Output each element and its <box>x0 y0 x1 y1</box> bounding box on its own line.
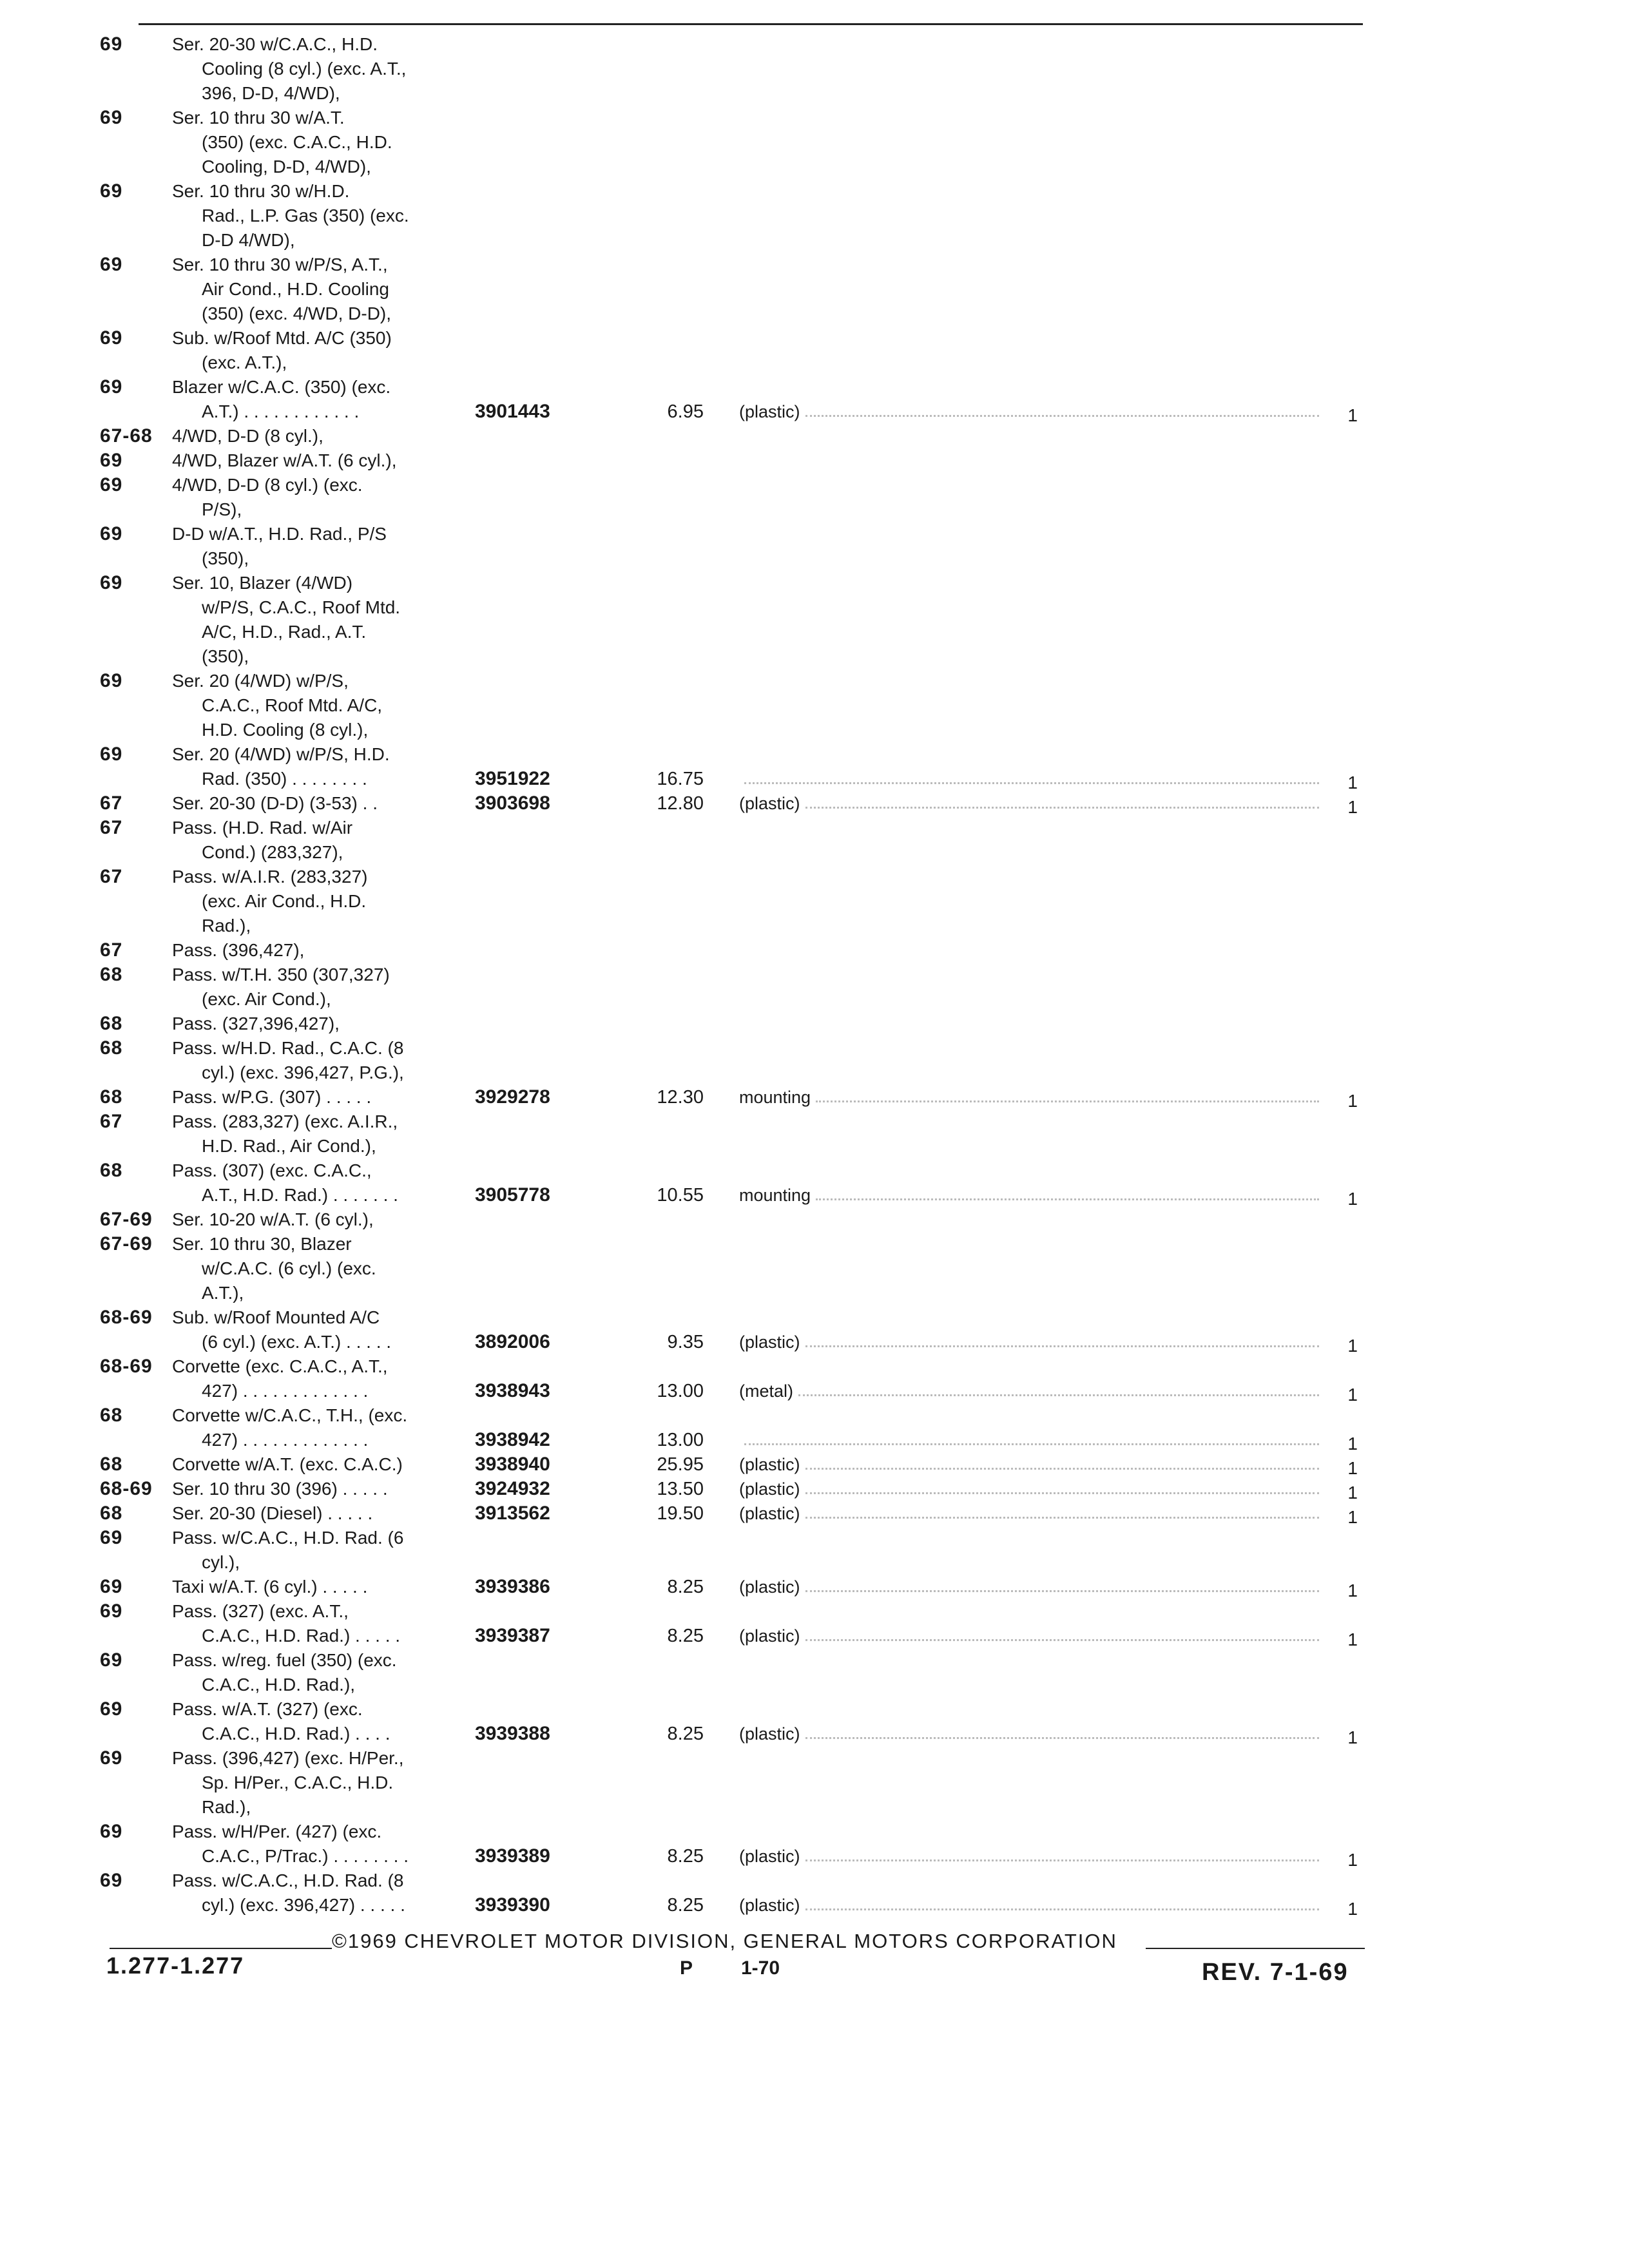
part-note <box>704 399 1319 424</box>
application-description <box>172 1477 475 1501</box>
part-note <box>704 1624 1319 1648</box>
quantity: 1 <box>1347 1458 1358 1478</box>
catalog-entry <box>100 1452 1402 1477</box>
model-year: 69 <box>100 34 123 55</box>
catalog-entry <box>100 669 1402 742</box>
dot-leader <box>816 1085 1319 1102</box>
quantity: 1 <box>1347 1850 1358 1870</box>
description-line: Pass. w/H.D. Rad., C.A.C. (8 <box>172 1038 404 1058</box>
description-line: Rad.), <box>202 1797 251 1817</box>
list-price: 13.00 <box>657 1430 704 1450</box>
list-price: 8.25 <box>667 1724 704 1744</box>
description-line: C.A.C., P/Trac.) . . . . . . . . <box>202 1846 409 1866</box>
model-year: 69 <box>100 523 123 544</box>
model-year: 68 <box>100 1454 123 1475</box>
dot-leader <box>805 1624 1319 1641</box>
part-note-text: (plastic) <box>739 794 800 813</box>
description-line: D-D w/A.T., H.D. Rad., P/S <box>172 524 387 544</box>
description-line: Corvette w/C.A.C., T.H., (exc. <box>172 1405 408 1425</box>
description-line: A.T., H.D. Rad.) . . . . . . . <box>202 1185 398 1205</box>
description-line: Ser. 10, Blazer (4/WD) <box>172 573 353 593</box>
description-line: Cond.) (283,327), <box>202 842 343 862</box>
application-description <box>172 571 475 669</box>
description-line: w/P/S, C.A.C., Roof Mtd. <box>202 597 401 617</box>
application-description <box>172 742 475 791</box>
part-note-text: (plastic) <box>739 1577 800 1597</box>
model-year: 68 <box>100 1503 123 1524</box>
list-price: 6.95 <box>667 401 704 422</box>
catalog-entry <box>100 865 1402 938</box>
list-price: 12.30 <box>657 1087 704 1108</box>
description-line: C.A.C., H.D. Rad.) . . . . <box>202 1724 390 1744</box>
model-year: 67 <box>100 939 123 961</box>
application-description <box>172 1526 475 1575</box>
catalog-entry <box>100 963 1402 1012</box>
part-note <box>704 1452 1319 1477</box>
part-note <box>704 1477 1319 1501</box>
catalog-entry <box>100 1648 1402 1697</box>
application-description <box>172 326 475 375</box>
application-description <box>172 1354 475 1403</box>
dot-leader <box>805 1575 1319 1592</box>
catalog-entry <box>100 1036 1402 1085</box>
part-number: 3892006 <box>475 1331 550 1352</box>
quantity: 1 <box>1347 1629 1358 1649</box>
dot-leader <box>805 1452 1319 1470</box>
quantity: 1 <box>1347 1507 1358 1527</box>
description-line: Ser. 20-30 (D-D) (3-53) . . <box>172 793 378 813</box>
part-note-text: (plastic) <box>739 1479 800 1499</box>
catalog-entry <box>100 1110 1402 1158</box>
part-number: 3905778 <box>475 1184 550 1206</box>
application-description <box>172 1158 475 1207</box>
list-price: 9.35 <box>667 1332 704 1352</box>
application-description <box>172 669 475 742</box>
catalog-entry <box>100 1697 1402 1746</box>
application-description <box>172 1575 475 1599</box>
part-note <box>704 1501 1319 1526</box>
application-description <box>172 522 475 571</box>
dot-leader <box>798 1379 1319 1396</box>
catalog-entry <box>100 448 1402 473</box>
application-description <box>172 32 475 106</box>
list-price: 8.25 <box>667 1846 704 1867</box>
quantity: 1 <box>1347 405 1358 425</box>
quantity: 1 <box>1347 797 1358 817</box>
application-description <box>172 1110 475 1158</box>
description-line: Pass. (283,327) (exc. A.I.R., <box>172 1111 398 1131</box>
catalog-entry <box>100 1820 1402 1869</box>
catalog-entry <box>100 1207 1402 1232</box>
catalog-entry <box>100 522 1402 571</box>
catalog-entry <box>100 1526 1402 1575</box>
description-line: Pass. w/P.G. (307) . . . . . <box>172 1087 372 1107</box>
catalog-entry <box>100 473 1402 522</box>
quantity: 1 <box>1347 1899 1358 1919</box>
dot-leader <box>805 399 1319 417</box>
dot-leader <box>805 791 1319 809</box>
description-line: Corvette (exc. C.A.C., A.T., <box>172 1356 388 1376</box>
part-number: 3924932 <box>475 1478 550 1499</box>
model-year: 67-69 <box>100 1209 153 1230</box>
description-line: Ser. 20 (4/WD) w/P/S, <box>172 671 349 691</box>
model-year: 69 <box>100 1576 123 1597</box>
copyright-line: ©1969 CHEVROLET MOTOR DIVISION, GENERAL MOTORS CORPORATION <box>332 1930 1117 1952</box>
model-year: 69 <box>100 327 123 349</box>
model-year: 69 <box>100 670 123 691</box>
description-line: (350), <box>202 646 249 666</box>
application-description <box>172 1085 475 1110</box>
part-note <box>704 791 1319 816</box>
catalog-entry <box>100 1746 1402 1820</box>
model-year: 69 <box>100 572 123 593</box>
catalog-entry <box>100 938 1402 963</box>
list-price: 25.95 <box>657 1454 704 1475</box>
application-description <box>172 1501 475 1526</box>
description-line: 427) . . . . . . . . . . . . . <box>202 1430 369 1450</box>
description-line: C.A.C., Roof Mtd. A/C, <box>202 695 383 715</box>
quantity: 1 <box>1347 1385 1358 1405</box>
part-note <box>704 1443 1319 1452</box>
description-line: Pass. w/A.T. (327) (exc. <box>172 1699 363 1719</box>
model-year: 68 <box>100 1013 123 1034</box>
part-note-text: (plastic) <box>739 1896 800 1915</box>
model-year: 68 <box>100 964 123 985</box>
description-line: H.D. Cooling (8 cyl.), <box>202 720 369 740</box>
part-note-text: mounting <box>739 1088 811 1107</box>
description-line: Pass. w/reg. fuel (350) (exc. <box>172 1650 397 1670</box>
dot-leader <box>805 1722 1319 1739</box>
part-note <box>704 1844 1319 1869</box>
description-line: (350) (exc. 4/WD, D-D), <box>202 303 392 323</box>
part-note-text: (plastic) <box>739 1724 800 1744</box>
catalog-entry <box>100 1575 1402 1599</box>
catalog-entry <box>100 424 1402 448</box>
description-line: (6 cyl.) (exc. A.T.) . . . . . <box>202 1332 392 1352</box>
application-description <box>172 1820 475 1869</box>
application-description <box>172 1648 475 1697</box>
description-line: 4/WD, D-D (8 cyl.) (exc. <box>172 475 363 495</box>
part-note <box>704 1183 1319 1207</box>
description-line: cyl.), <box>202 1552 240 1572</box>
application-description <box>172 1403 475 1452</box>
description-line: (exc. A.T.), <box>202 352 287 372</box>
catalog-entry <box>100 326 1402 375</box>
application-description <box>172 473 475 522</box>
part-number: 3939390 <box>475 1894 550 1916</box>
application-description <box>172 1232 475 1305</box>
footer-rule-left <box>110 1948 332 1949</box>
application-description <box>172 375 475 424</box>
application-description <box>172 106 475 179</box>
part-note <box>704 782 1319 791</box>
application-description <box>172 424 475 448</box>
description-line: 427) . . . . . . . . . . . . . <box>202 1381 369 1401</box>
model-year: 67 <box>100 866 123 887</box>
model-year: 69 <box>100 1527 123 1548</box>
model-year: 68-69 <box>100 1478 153 1499</box>
part-number: 3939389 <box>475 1845 550 1867</box>
description-line: (350) (exc. C.A.C., H.D. <box>202 132 392 152</box>
catalog-entry <box>100 1158 1402 1207</box>
description-line: Blazer w/C.A.C. (350) (exc. <box>172 377 391 397</box>
footer-rule-right <box>1146 1948 1365 1949</box>
description-line: Ser. 20-30 w/C.A.C., H.D. <box>172 34 378 54</box>
model-year: 68 <box>100 1160 123 1181</box>
description-line: A.T.) . . . . . . . . . . . . <box>202 401 360 421</box>
group-code: 1.277-1.277 <box>106 1952 245 1979</box>
application-description <box>172 1697 475 1746</box>
part-note-text: (plastic) <box>739 1455 800 1474</box>
part-number: 3938942 <box>475 1429 550 1450</box>
catalog-entry <box>100 1869 1402 1917</box>
quantity: 1 <box>1347 1336 1358 1356</box>
model-year: 69 <box>100 474 123 495</box>
top-rule <box>139 23 1363 25</box>
list-price: 13.00 <box>657 1381 704 1401</box>
description-line: Cooling, D-D, 4/WD), <box>202 157 371 177</box>
description-line: Pass. (396,427), <box>172 940 305 960</box>
description-line: Ser. 10-20 w/A.T. (6 cyl.), <box>172 1209 374 1229</box>
part-number: 3929278 <box>475 1086 550 1108</box>
model-year: 69 <box>100 107 123 128</box>
description-line: cyl.) (exc. 396,427, P.G.), <box>202 1062 404 1082</box>
dot-leader <box>816 1183 1319 1200</box>
part-number: 3901443 <box>475 401 550 422</box>
part-number: 3938943 <box>475 1380 550 1401</box>
list-price: 19.50 <box>657 1503 704 1524</box>
application-description <box>172 1599 475 1648</box>
catalog-entry <box>100 816 1402 865</box>
list-price: 16.75 <box>657 769 704 789</box>
quantity: 1 <box>1347 1727 1358 1747</box>
description-line: Pass. (396,427) (exc. H/Per., <box>172 1748 404 1768</box>
part-note <box>704 1575 1319 1599</box>
parts-catalog-list <box>100 32 1402 1917</box>
description-line: Pass. (H.D. Rad. w/Air <box>172 818 353 838</box>
description-line: (350), <box>202 548 249 568</box>
description-line: Sub. w/Roof Mtd. A/C (350) <box>172 328 392 348</box>
description-line: Ser. 20-30 (Diesel) . . . . . <box>172 1503 373 1523</box>
application-description <box>172 179 475 253</box>
description-line: Sp. H/Per., C.A.C., H.D. <box>202 1773 394 1792</box>
description-line: Rad.), <box>202 916 251 936</box>
part-number: 3939388 <box>475 1723 550 1744</box>
application-description <box>172 253 475 326</box>
description-line: Pass. w/T.H. 350 (307,327) <box>172 965 390 985</box>
model-year: 67 <box>100 1111 123 1132</box>
application-description <box>172 1036 475 1085</box>
description-line: (exc. Air Cond.), <box>202 989 331 1009</box>
model-year: 69 <box>100 254 123 275</box>
list-price: 8.25 <box>667 1626 704 1646</box>
model-year: 67 <box>100 817 123 838</box>
description-line: Pass. w/C.A.C., H.D. Rad. (8 <box>172 1870 404 1890</box>
model-year: 67-69 <box>100 1233 153 1254</box>
description-line: Air Cond., H.D. Cooling <box>202 279 390 299</box>
list-price: 12.80 <box>657 793 704 814</box>
model-year: 68 <box>100 1037 123 1059</box>
description-line: Cooling (8 cyl.) (exc. A.T., <box>202 59 407 79</box>
dot-leader <box>805 1501 1319 1519</box>
part-note-text: (plastic) <box>739 1504 800 1523</box>
description-line: Ser. 10 thru 30 w/H.D. <box>172 181 350 201</box>
description-line: Pass. (327) (exc. A.T., <box>172 1601 349 1621</box>
catalog-entry <box>100 32 1402 106</box>
part-number: 3938940 <box>475 1454 550 1475</box>
application-description <box>172 963 475 1012</box>
description-line: Corvette w/A.T. (exc. C.A.C.) <box>172 1454 403 1474</box>
catalog-entry <box>100 253 1402 326</box>
description-line: Ser. 10 thru 30 w/A.T. <box>172 108 345 128</box>
application-description <box>172 791 475 816</box>
model-year: 68 <box>100 1086 123 1108</box>
description-line: Taxi w/A.T. (6 cyl.) . . . . . <box>172 1577 368 1597</box>
catalog-entry <box>100 179 1402 253</box>
model-year: 69 <box>100 1698 123 1720</box>
application-description <box>172 1012 475 1036</box>
model-year: 69 <box>100 180 123 202</box>
model-year: 68 <box>100 1405 123 1426</box>
description-line: Rad., L.P. Gas (350) (exc. <box>202 206 409 226</box>
catalog-entry <box>100 1599 1402 1648</box>
part-note <box>704 1085 1319 1110</box>
part-note <box>704 1330 1319 1354</box>
catalog-entry <box>100 106 1402 179</box>
catalog-entry <box>100 1232 1402 1305</box>
part-note <box>704 1722 1319 1746</box>
model-year: 69 <box>100 1600 123 1622</box>
description-line: Rad. (350) . . . . . . . . <box>202 769 367 789</box>
catalog-entry <box>100 1403 1402 1452</box>
model-year: 67 <box>100 793 123 814</box>
model-year: 69 <box>100 450 123 471</box>
part-note-text: (plastic) <box>739 1847 800 1866</box>
part-number: 3903698 <box>475 793 550 814</box>
dot-leader <box>805 1477 1319 1494</box>
description-line: H.D. Rad., Air Cond.), <box>202 1136 376 1156</box>
part-number: 3939387 <box>475 1625 550 1646</box>
description-line: w/C.A.C. (6 cyl.) (exc. <box>202 1258 376 1278</box>
description-line: 4/WD, Blazer w/A.T. (6 cyl.), <box>172 450 397 470</box>
description-line: A.T.), <box>202 1283 244 1303</box>
dot-leader <box>805 1893 1319 1910</box>
catalog-entry <box>100 571 1402 669</box>
description-line: Pass. (327,396,427), <box>172 1014 340 1033</box>
part-note-text: (metal) <box>739 1381 794 1401</box>
model-year: 68-69 <box>100 1356 153 1377</box>
catalog-entry <box>100 1305 1402 1354</box>
catalog-entry <box>100 791 1402 816</box>
part-number: 3951922 <box>475 768 550 789</box>
description-line: 4/WD, D-D (8 cyl.), <box>172 426 323 446</box>
catalog-entry <box>100 742 1402 791</box>
catalog-entry <box>100 1477 1402 1501</box>
model-year: 69 <box>100 376 123 398</box>
part-note <box>704 1893 1319 1917</box>
application-description <box>172 448 475 473</box>
catalog-entry <box>100 1012 1402 1036</box>
model-year: 69 <box>100 744 123 765</box>
quantity: 1 <box>1347 1189 1358 1209</box>
list-price: 13.50 <box>657 1479 704 1499</box>
description-line: C.A.C., H.D. Rad.), <box>202 1675 356 1695</box>
catalog-entry <box>100 1354 1402 1403</box>
description-line: C.A.C., H.D. Rad.) . . . . . <box>202 1626 401 1646</box>
quantity: 1 <box>1347 1483 1358 1503</box>
model-year: 68-69 <box>100 1307 153 1328</box>
description-line: Ser. 10 thru 30, Blazer <box>172 1234 352 1254</box>
description-line: D-D 4/WD), <box>202 230 295 250</box>
model-year: 69 <box>100 1649 123 1671</box>
description-line: Ser. 10 thru 30 (396) . . . . . <box>172 1479 388 1499</box>
quantity: 1 <box>1347 773 1358 793</box>
description-line: Ser. 10 thru 30 w/P/S, A.T., <box>172 255 388 274</box>
description-line: A/C, H.D., Rad., A.T. <box>202 622 367 642</box>
part-number: 3913562 <box>475 1503 550 1524</box>
application-description <box>172 1305 475 1354</box>
dot-leader <box>744 1443 1319 1445</box>
page-number: 1-70 <box>741 1957 780 1979</box>
dot-leader <box>805 1330 1319 1347</box>
quantity: 1 <box>1347 1581 1358 1600</box>
model-year: 69 <box>100 1821 123 1842</box>
application-description <box>172 865 475 938</box>
list-price: 8.25 <box>667 1577 704 1597</box>
application-description <box>172 938 475 963</box>
section-letter: P <box>680 1957 693 1979</box>
model-year: 69 <box>100 1870 123 1891</box>
description-line: (exc. Air Cond., H.D. <box>202 891 367 911</box>
model-year: 69 <box>100 1747 123 1769</box>
catalog-entry <box>100 1501 1402 1526</box>
description-line: cyl.) (exc. 396,427) . . . . . <box>202 1895 405 1915</box>
part-note-text: (plastic) <box>739 1332 800 1352</box>
application-description <box>172 816 475 865</box>
description-line: Pass. w/H/Per. (427) (exc. <box>172 1821 382 1841</box>
application-description <box>172 1452 475 1477</box>
part-note-text: mounting <box>739 1186 811 1205</box>
part-note-text: (plastic) <box>739 402 800 421</box>
model-year: 67-68 <box>100 425 153 447</box>
dot-leader <box>805 1844 1319 1861</box>
list-price: 8.25 <box>667 1895 704 1916</box>
quantity: 1 <box>1347 1434 1358 1454</box>
description-line: Pass. w/A.I.R. (283,327) <box>172 867 368 887</box>
description-line: Pass. w/C.A.C., H.D. Rad. (6 <box>172 1528 404 1548</box>
application-description <box>172 1207 475 1232</box>
catalog-entry <box>100 375 1402 424</box>
list-price: 10.55 <box>657 1185 704 1206</box>
description-line: 396, D-D, 4/WD), <box>202 83 340 103</box>
application-description <box>172 1746 475 1820</box>
application-description <box>172 1869 475 1917</box>
part-number: 3939386 <box>475 1576 550 1597</box>
part-note-text: (plastic) <box>739 1626 800 1646</box>
quantity: 1 <box>1347 1091 1358 1111</box>
catalog-entry <box>100 1085 1402 1110</box>
part-note <box>704 1379 1319 1403</box>
dot-leader <box>744 782 1319 784</box>
description-line: Ser. 20 (4/WD) w/P/S, H.D. <box>172 744 390 764</box>
description-line: Pass. (307) (exc. C.A.C., <box>172 1160 372 1180</box>
description-line: Sub. w/Roof Mounted A/C <box>172 1307 380 1327</box>
description-line: P/S), <box>202 499 242 519</box>
revision-date: REV. 7-1-69 <box>1202 1959 1349 1986</box>
